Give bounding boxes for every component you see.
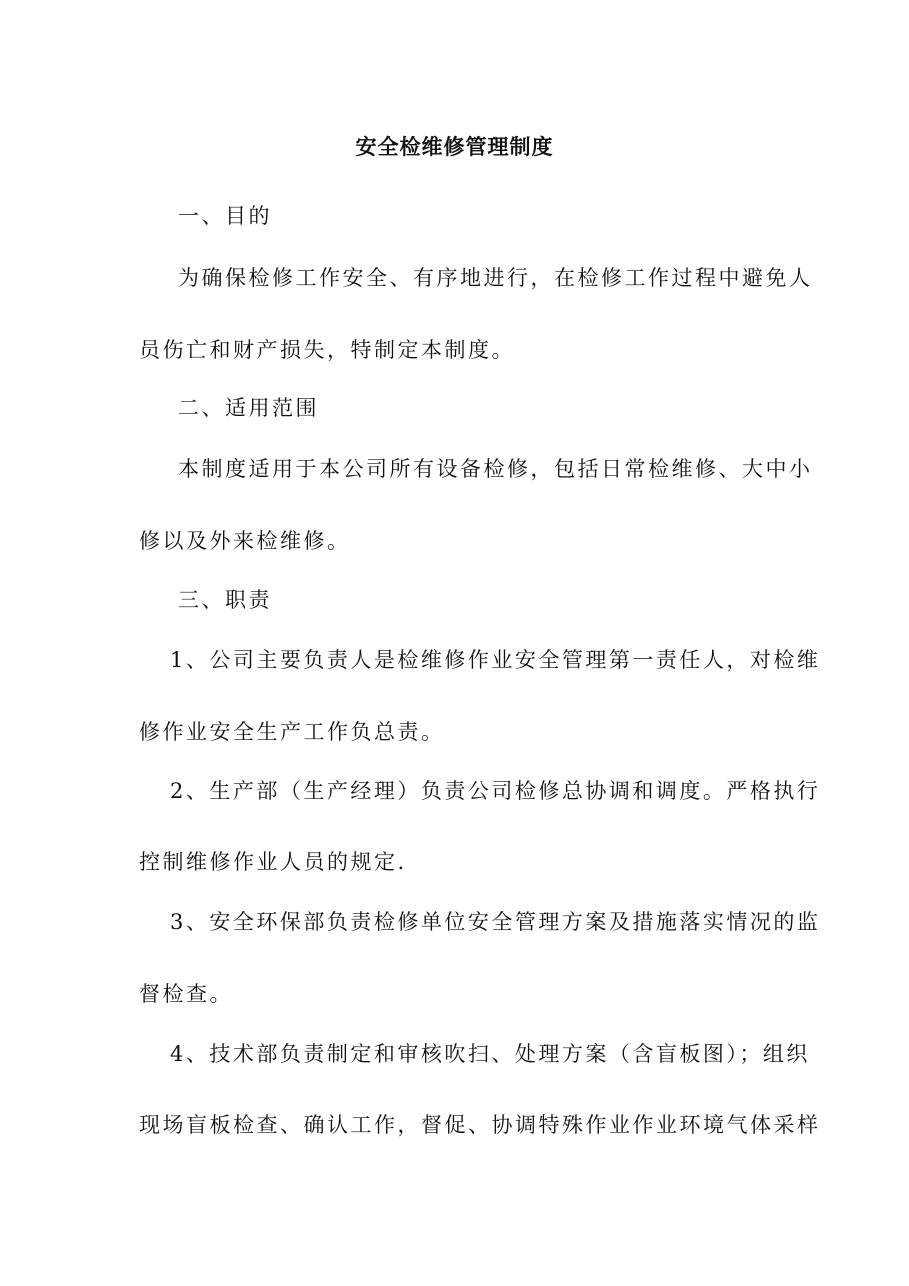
list-item-line: 1、公司主要负责人是检维修作业安全管理第一责任人，对检维 [170,648,821,672]
list-item-line: 修作业安全生产工作负总责。 [139,720,445,744]
section-heading-responsibilities: 三、职责 [178,588,272,612]
list-item-line: 4、技术部负责制定和审核吹扫、处理方案（含盲板图）；组织 [170,1042,810,1066]
paragraph-line: 为确保检修工作安全、有序地进行，在检修工作过程中避免人 [178,266,813,290]
list-item-line: 现场盲板检查、确认工作，督促、协调特殊作业作业环境气体采样 [139,1113,821,1137]
list-item-line: 督检查。 [139,982,233,1006]
section-heading-scope: 二、适用范围 [178,396,319,420]
list-item-line: 2、生产部（生产经理）负责公司检修总协调和调度。严格执行 [170,779,821,803]
document-title: 安全检维修管理制度 [355,134,554,159]
section-heading-purpose: 一、目的 [178,204,272,228]
list-item-line: 3、安全环保部负责检修单位安全管理方案及措施落实情况的监 [170,910,821,934]
list-item-line: 控制维修作业人员的规定. [139,850,407,874]
paragraph-line: 员伤亡和财产损失，特制定本制度。 [139,338,515,362]
paragraph-line: 修以及外来检维修。 [139,529,351,553]
paragraph-line: 本制度适用于本公司所有设备检修，包括日常检维修、大中小 [178,457,813,481]
